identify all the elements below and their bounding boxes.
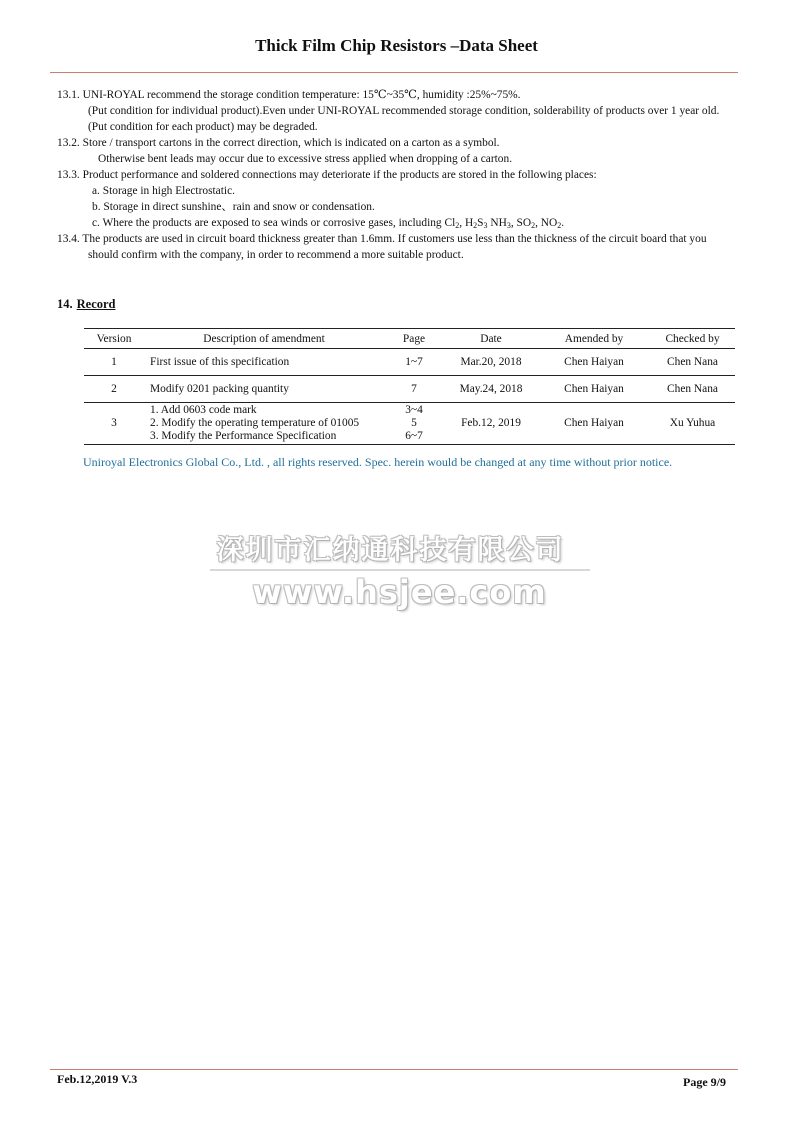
storage-notes <box>57 87 777 263</box>
page-line: 1~7 <box>405 356 423 368</box>
record-section-title: Record <box>76 297 116 311</box>
column-header-checked-by: Checked by <box>650 329 735 349</box>
cell-checked-by: Chen Nana <box>650 376 735 403</box>
note-13-3-item-c: c. Where the products are exposed to sea winds or corrosive gases, including $Cl_2$, $H_2S_3$ $NH_3$, $SO_2$, $NO_2$. <box>92 217 565 230</box>
copyright-notice: Uniroyal Electronics Global Co., Ltd. , all rights reserved. Spec. herein would be changed at any time without prior notice. <box>83 455 673 469</box>
watermark-company: 深圳市汇纳通科技有限公司 <box>216 535 565 566</box>
description-line: Modify 0201 packing quantity <box>150 383 289 395</box>
column-header-amended-by: Amended by <box>538 329 650 349</box>
note-13-2-line-2: Otherwise bent leads may occur due to excessive stress applied when dropping of a carton. <box>98 153 513 165</box>
note-13-4-line-2: should confirm with the company, in order to recommend a more suitable product. <box>88 249 464 261</box>
note-13-1-line-3: (Put condition for each product) may be degraded. <box>88 121 318 133</box>
note-13-3-item-a: a. Storage in high Electrostatic. <box>92 185 235 197</box>
page-title: Thick Film Chip Resistors –Data Sheet <box>255 36 538 55</box>
page-line: 5 <box>411 417 417 429</box>
column-header-version: Version <box>84 329 144 349</box>
description-line: 1. Add 0603 code mark <box>150 404 257 416</box>
cell-date: May.24, 2018 <box>444 376 538 403</box>
footer-page-number: Page 9/9 <box>683 1075 726 1089</box>
watermark-divider <box>210 569 590 571</box>
column-header-description: Description of amendment <box>144 329 384 349</box>
header-rule <box>50 72 738 73</box>
record-section-heading <box>57 297 116 312</box>
column-header-date: Date <box>444 329 538 349</box>
cell-checked-by: Chen Nana <box>650 349 735 376</box>
note-13-2-line-1: 13.2. Store / transport cartons in the correct direction, which is indicated on a carton as a symbol. <box>57 137 500 149</box>
cell-date: Mar.20, 2018 <box>444 349 538 376</box>
watermark-url: www.hsjee.com <box>252 573 547 611</box>
cell-date: Feb.12, 2019 <box>444 403 538 445</box>
page-line: 6~7 <box>405 430 423 442</box>
cell-amended-by: Chen Haiyan <box>538 349 650 376</box>
description-line: First issue of this specification <box>150 356 290 368</box>
revision-record-table <box>84 328 735 445</box>
cell-description <box>144 376 384 403</box>
note-13-4-line-1: 13.4. The products are used in circuit board thickness greater than 1.6mm. If customers use less than the thickness of the circuit board that you <box>57 233 707 245</box>
cell-amended-by: Chen Haiyan <box>538 376 650 403</box>
note-13-1-line-2: (Put condition for individual product).Even under UNI-ROYAL recommended storage condition, solderability of products over 1 year old. <box>88 105 720 117</box>
table-row <box>84 349 735 376</box>
column-header-page: Page <box>384 329 444 349</box>
cell-version: 3 <box>84 403 144 445</box>
cell-page <box>384 376 444 403</box>
table-row <box>84 376 735 403</box>
cell-description <box>144 403 384 445</box>
cell-amended-by: Chen Haiyan <box>538 403 650 445</box>
note-13-3-line-1: 13.3. Product performance and soldered connections may deteriorate if the products are stored in the following places: <box>57 169 597 181</box>
cell-page <box>384 349 444 376</box>
cell-version: 2 <box>84 376 144 403</box>
cell-checked-by: Xu Yuhua <box>650 403 735 445</box>
page-line: 3~4 <box>405 404 423 416</box>
description-line: 3. Modify the Performance Specification <box>150 430 337 442</box>
note-13-1-line-1: 13.1. UNI-ROYAL recommend the storage condition temperature: 15℃~35℃, humidity :25%~75%. <box>57 89 521 101</box>
footer-rule <box>50 1069 738 1070</box>
footer-date-version: Feb.12,2019 V.3 <box>57 1072 138 1086</box>
record-section-number: 14. <box>57 297 73 311</box>
note-13-3-item-b: b. Storage in direct sunshine、rain and snow or condensation. <box>92 201 375 213</box>
cell-description <box>144 349 384 376</box>
page-line: 7 <box>411 383 417 395</box>
description-line: 2. Modify the operating temperature of 01005 <box>150 417 360 429</box>
cell-page <box>384 403 444 445</box>
cell-version: 1 <box>84 349 144 376</box>
table-row <box>84 403 735 445</box>
table-header-row <box>84 329 735 349</box>
